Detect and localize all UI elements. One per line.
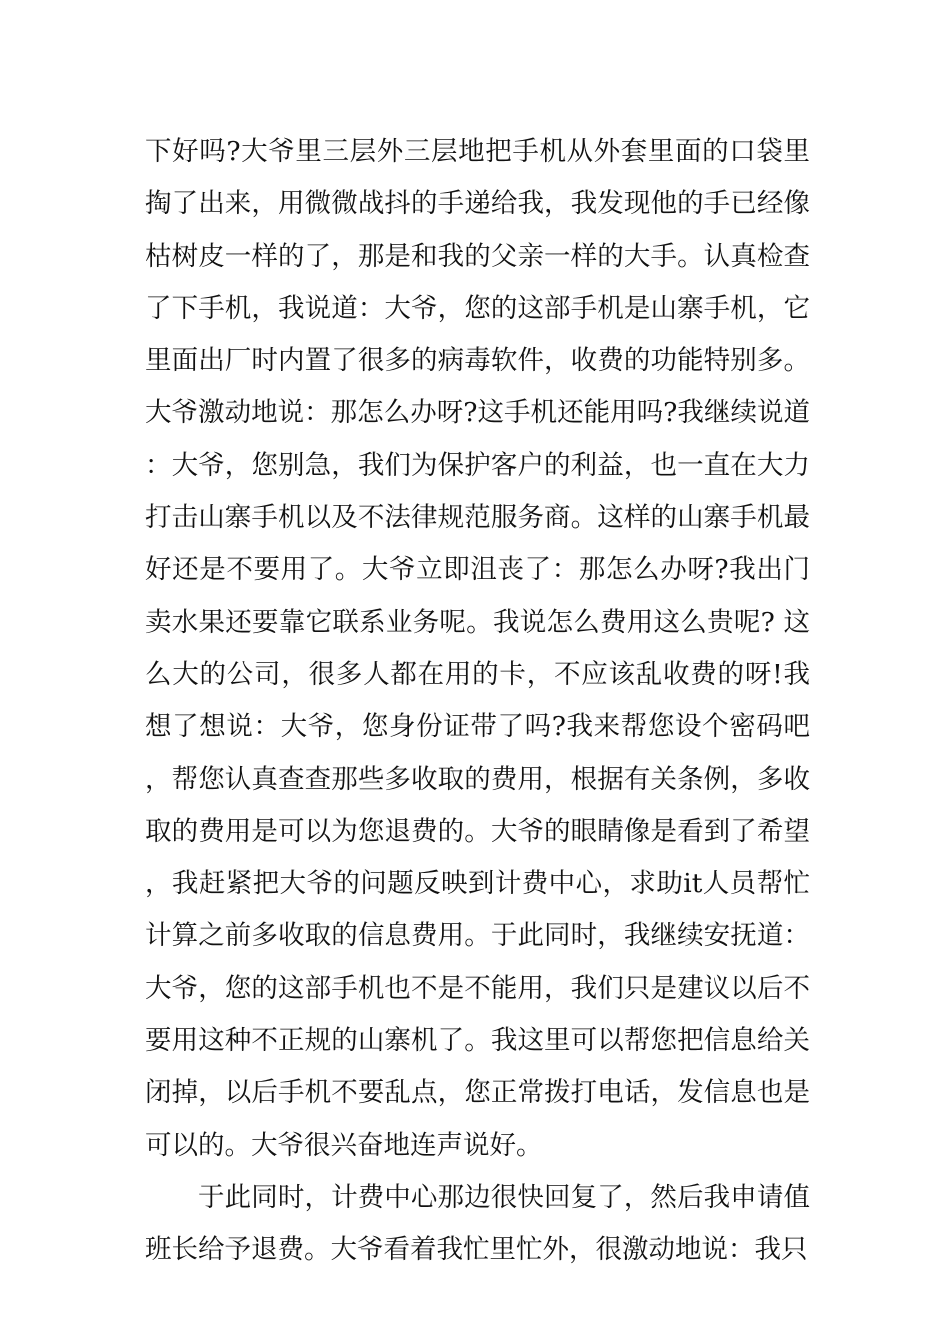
document-body [145, 126, 810, 1277]
paragraph-2: 于此同时，计费中心那边很快回复了，然后我申请值班长给予退费。大爷看着我忙里忙外，很激动地说：我只 [145, 1181, 810, 1266]
paragraph-1: 下好吗?大爷里三层外三层地把手机从外套里面的口袋里掏了出来，用微微战抖的手递给我，我发现他的手已经像枯树皮一样的了，那是和我的父亲一样的大手。认真检查了下手机，我说道：大爷，您的这部手机是山寨手机，它里面出厂时内置了很多的病毒软件，收费的功能特别多。大爷激动地说：那怎么办呀?这手机还能用吗?我继续说道：大爷，您别急，我们为保护客户的利益，也一直在大力打击山寨手机以及不法律规范服务商。这样的山寨手机最好还是不要用了。大爷立即沮丧了：那怎么办呀?我出门卖水果还要靠它联系业务呢。我说怎么费用这么贵呢? 这么大的公司，很多人都在用的卡，不应该乱收费的呀!我想了想说：大爷，您身份证带了吗?我来帮您设个密码吧，帮您认真查查那些多收取的费用，根据有关条例，多收取的费用是可以为您退费的。大爷的眼睛像是看到了希望，我赶紧把大爷的问题反映到计费中心，求助it人员帮忙计算之前多收取的信息费用。于此同时，我继续安抚道：大爷，您的这部手机也不是不能用，我们只是建议以后不要用这种不正规的山寨机了。我这里可以帮您把信息给关闭掉，以后手机不要乱点，您正常拨打电话，发信息也是可以的。大爷很兴奋地连声说好。 [145, 136, 810, 1161]
